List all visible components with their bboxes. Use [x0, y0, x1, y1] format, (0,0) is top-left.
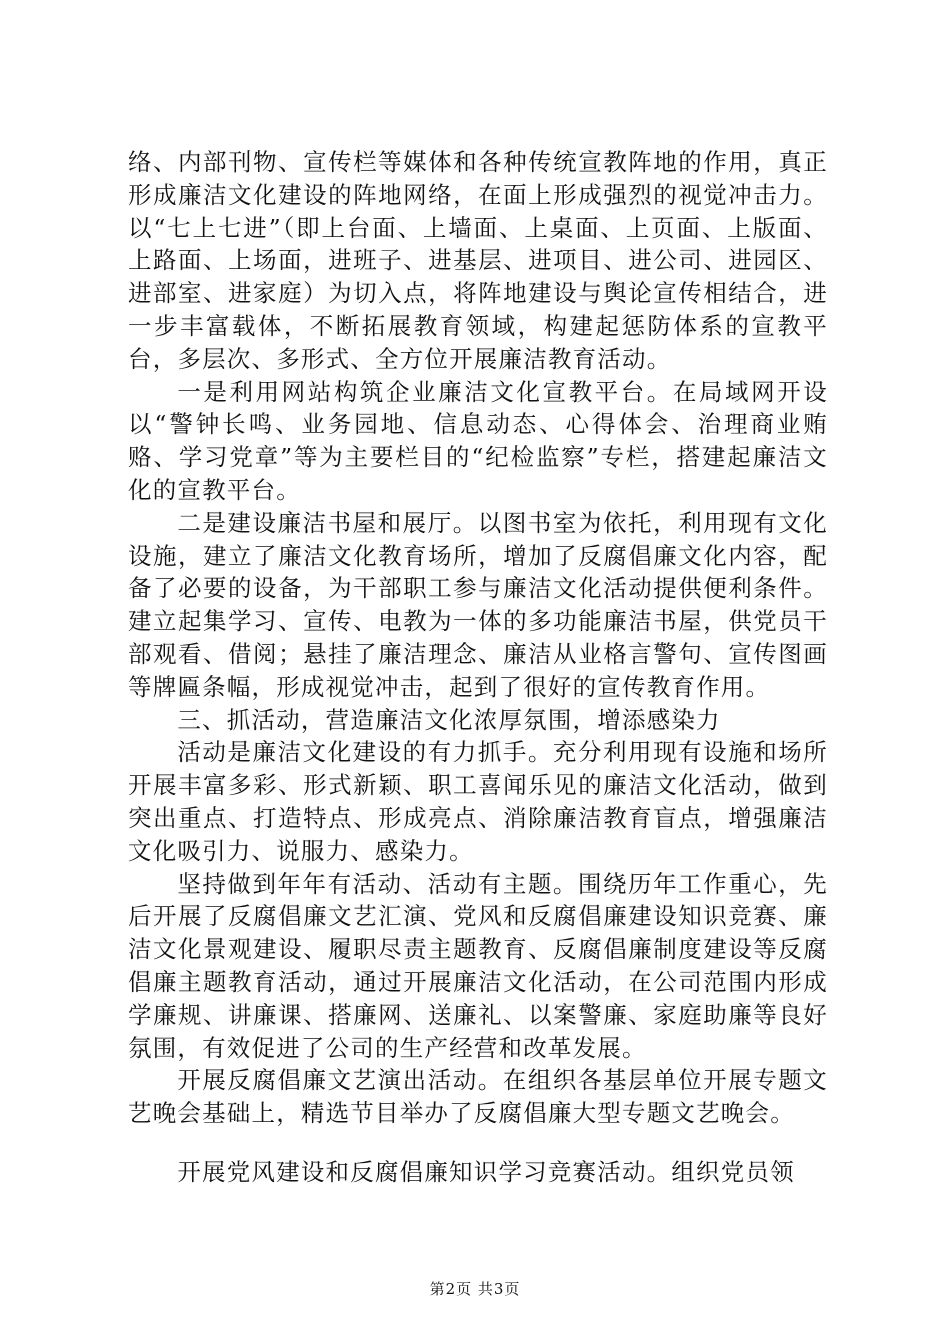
- page-footer: 第2页 共3页: [429, 1280, 521, 1298]
- paragraph-yearly-activities: 坚持做到年年有活动、活动有主题。围绕历年工作重心，先后开展了反腐倡廉文艺汇演、党风和反腐倡廉建设知识竞赛、廉洁文化景观建设、履职尽责主题教育、反腐倡廉制度建设等反腐倡廉主题教育活动，通过开展廉洁文化活动，在公司范围内形成学廉规、讲廉课、搭廉网、送廉礼、以案警廉、家庭助廉等良好氛围，有效促进了公司的生产经营和改革发展。: [128, 869, 828, 1062]
- section-heading-activities: 三、抓活动，营造廉洁文化浓厚氛围，增添感染力: [177, 705, 721, 734]
- paragraph-bookhouse-exhibition: 二是建设廉洁书屋和展厅。以图书室为依托，利用现有文化设施，建立了廉洁文化教育场所，增加了反腐倡廉文化内容，配备了必要的设备，为干部职工参与廉洁文化活动提供便利条件。建立起集学习、宣传、电教为一体的多功能廉洁书屋，供党员干部观看、借阅；悬挂了廉洁理念、廉洁从业格言警句、宣传图画等牌匾条幅，形成视觉冲击，起到了很好的宣传教育作用。: [128, 508, 828, 701]
- paragraph-activities-intro: 活动是廉洁文化建设的有力抓手。充分利用现有设施和场所开展丰富多彩、形式新颖、职工喜闻乐见的廉洁文化活动，做到突出重点、打造特点、形成亮点、消除廉洁教育盲点，增强廉洁文化吸引力、说服力、感染力。: [128, 738, 828, 865]
- paragraph-performance: 开展反腐倡廉文艺演出活动。在组织各基层单位开展专题文艺晚会基础上，精选节目举办了反腐倡廉大型专题文艺晚会。: [128, 1066, 828, 1128]
- paragraph-knowledge-contest: 开展党风建设和反腐倡廉知识学习竞赛活动。组织党员领: [177, 1157, 795, 1186]
- paragraph-website-platform: 一是利用网站构筑企业廉洁文化宣教平台。在局域网开设以“警钟长鸣、业务园地、信息动态、心得体会、治理商业贿赂、学习党章”等为主要栏目的“纪检监察”专栏，搭建起廉洁文化的宣教平台。: [128, 377, 828, 504]
- paragraph-continuation: 络、内部刊物、宣传栏等媒体和各种传统宣教阵地的作用，真正形成廉洁文化建设的阵地网络，在面上形成强烈的视觉冲击力。以“七上七进”（即上台面、上墙面、上桌面、上页面、上版面、上路面、上场面，进班子、进基层、进项目、进公司、进园区、进部室、进家庭）为切入点，将阵地建设与舆论宣传相结合，进一步丰富载体，不断拓展教育领域，构建起惩防体系的宣教平台，多层次、多形式、全方位开展廉洁教育活动。: [128, 148, 828, 373]
- document-body: [128, 146, 828, 1189]
